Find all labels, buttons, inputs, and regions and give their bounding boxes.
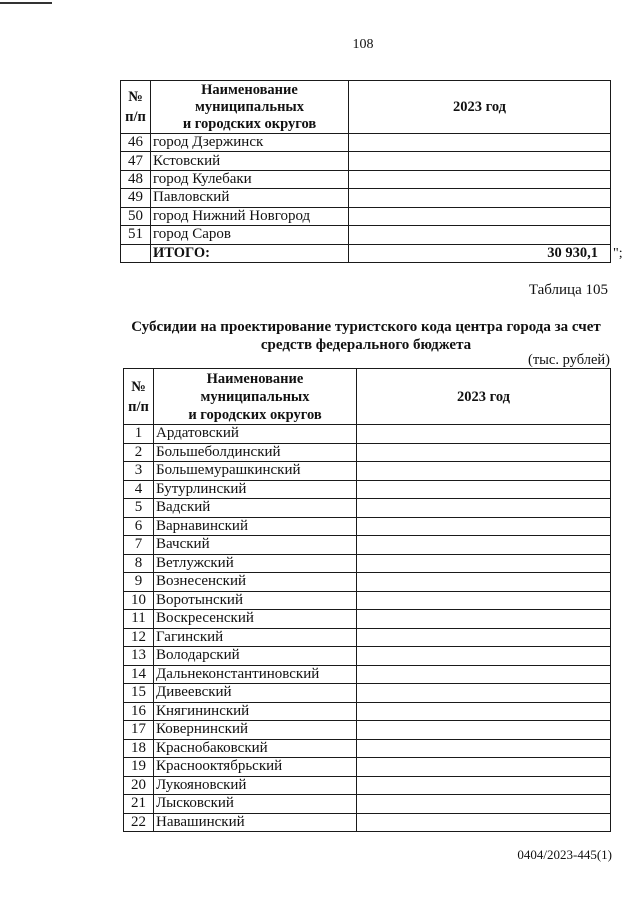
row-number: 12: [124, 628, 154, 647]
value-cell: [349, 170, 611, 188]
table-row: [124, 462, 611, 481]
district-name: Воскресенский: [154, 610, 357, 629]
row-number: 47: [121, 152, 151, 170]
row-number: 48: [121, 170, 151, 188]
row-number: 15: [124, 684, 154, 703]
value-cell: [357, 739, 611, 758]
row-number: 8: [124, 554, 154, 573]
row-number: 7: [124, 536, 154, 555]
value-cell: [357, 628, 611, 647]
value-cell: [357, 517, 611, 536]
subsidy-table: [123, 368, 611, 832]
row-number: 14: [124, 665, 154, 684]
scan-mark-line: [0, 2, 52, 4]
table-row: [124, 517, 611, 536]
row-number: 13: [124, 647, 154, 666]
row-number: 4: [124, 480, 154, 499]
column-header-year: 2023 год: [357, 369, 611, 425]
closing-quote-mark: ";: [613, 246, 623, 261]
table-row: [124, 443, 611, 462]
table-row: [124, 610, 611, 629]
district-name: Краснооктябрьский: [154, 758, 357, 777]
table-row: [121, 226, 611, 244]
table-row: [121, 170, 611, 188]
table-row: [124, 702, 611, 721]
value-cell: [357, 813, 611, 832]
previous-table-continuation: [120, 80, 611, 263]
row-number: 19: [124, 758, 154, 777]
value-cell: [357, 591, 611, 610]
table-row: [124, 591, 611, 610]
row-number: 10: [124, 591, 154, 610]
row-number: 16: [124, 702, 154, 721]
value-cell: [349, 152, 611, 170]
district-name: Вачский: [154, 536, 357, 555]
district-name: город Кулебаки: [151, 170, 349, 188]
row-number: 2: [124, 443, 154, 462]
table-row: [124, 628, 611, 647]
column-header-year: 2023 год: [349, 81, 611, 134]
value-cell: [357, 702, 611, 721]
district-name: Княгининский: [154, 702, 357, 721]
district-name: город Дзержинск: [151, 134, 349, 152]
district-name: Володарский: [154, 647, 357, 666]
total-label: ИТОГО:: [151, 244, 349, 262]
value-cell: [357, 758, 611, 777]
table-row: [121, 152, 611, 170]
table-row: [124, 536, 611, 555]
table-row: [124, 684, 611, 703]
table-header-row: [121, 81, 611, 134]
value-cell: [357, 425, 611, 444]
district-name: Дивеевский: [154, 684, 357, 703]
table-caption: Таблица 105: [528, 282, 608, 298]
district-name: Вадский: [154, 499, 357, 518]
district-name: Гагинский: [154, 628, 357, 647]
table-row: [121, 189, 611, 207]
row-number: 9: [124, 573, 154, 592]
district-name: город Нижний Новгород: [151, 207, 349, 225]
row-number: 50: [121, 207, 151, 225]
value-cell: [357, 610, 611, 629]
value-cell: [357, 499, 611, 518]
total-row: [121, 244, 611, 262]
document-code: 0404/2023-445(1): [517, 847, 612, 862]
table-row: [124, 813, 611, 832]
table-row: [124, 739, 611, 758]
district-name: Варнавинский: [154, 517, 357, 536]
table-row: [121, 207, 611, 225]
column-header-number: № п/п: [124, 369, 154, 425]
table-row: [124, 776, 611, 795]
district-name: Краснобаковский: [154, 739, 357, 758]
table-row: [124, 665, 611, 684]
district-name: Воротынский: [154, 591, 357, 610]
row-number: 49: [121, 189, 151, 207]
total-value: 30 930,1: [349, 244, 611, 262]
value-cell: [349, 134, 611, 152]
district-name: Лукояновский: [154, 776, 357, 795]
table-row: [121, 134, 611, 152]
value-cell: [357, 721, 611, 740]
row-number: 18: [124, 739, 154, 758]
district-name: Ардатовский: [154, 425, 357, 444]
district-name: Вознесенский: [154, 573, 357, 592]
row-number: 20: [124, 776, 154, 795]
table-header-row: [124, 369, 611, 425]
row-number: 11: [124, 610, 154, 629]
district-name: Павловский: [151, 189, 349, 207]
district-name: Навашинский: [154, 813, 357, 832]
row-number: 5: [124, 499, 154, 518]
table-row: [124, 721, 611, 740]
row-number: 46: [121, 134, 151, 152]
value-cell: [357, 684, 611, 703]
value-cell: [357, 665, 611, 684]
table-row: [124, 795, 611, 814]
table-row: [124, 554, 611, 573]
value-cell: [357, 795, 611, 814]
table-row: [124, 758, 611, 777]
column-header-name: Наименование муниципальных и городских округов: [151, 81, 349, 134]
district-name: Бутурлинский: [154, 480, 357, 499]
total-number-cell: [121, 244, 151, 262]
district-name: Большемурашкинский: [154, 462, 357, 481]
table-row: [124, 647, 611, 666]
table-row: [124, 480, 611, 499]
value-cell: [357, 554, 611, 573]
district-name: Кстовский: [151, 152, 349, 170]
district-name: Большеболдинский: [154, 443, 357, 462]
value-cell: [349, 226, 611, 244]
table-row: [124, 425, 611, 444]
row-number: 17: [124, 721, 154, 740]
row-number: 6: [124, 517, 154, 536]
table-title: Субсидии на проектирование туристского кода центра города за счет средств федерального бюджета: [131, 319, 601, 353]
district-name: город Саров: [151, 226, 349, 244]
row-number: 51: [121, 226, 151, 244]
district-name: Ветлужский: [154, 554, 357, 573]
value-cell: [357, 573, 611, 592]
row-number: 1: [124, 425, 154, 444]
value-cell: [349, 207, 611, 225]
value-cell: [357, 462, 611, 481]
value-cell: [357, 776, 611, 795]
value-cell: [357, 480, 611, 499]
row-number: 3: [124, 462, 154, 481]
page-number: 108: [352, 37, 374, 52]
table-row: [124, 573, 611, 592]
value-cell: [357, 647, 611, 666]
column-header-number: № п/п: [121, 81, 151, 134]
column-header-name: Наименование муниципальных и городских округов: [154, 369, 357, 425]
value-cell: [357, 443, 611, 462]
district-name: Ковернинский: [154, 721, 357, 740]
row-number: 21: [124, 795, 154, 814]
district-name: Дальнеконстантиновский: [154, 665, 357, 684]
district-name: Лысковский: [154, 795, 357, 814]
table-row: [124, 499, 611, 518]
row-number: 22: [124, 813, 154, 832]
units-note: (тыс. рублей): [528, 352, 610, 368]
value-cell: [349, 189, 611, 207]
value-cell: [357, 536, 611, 555]
